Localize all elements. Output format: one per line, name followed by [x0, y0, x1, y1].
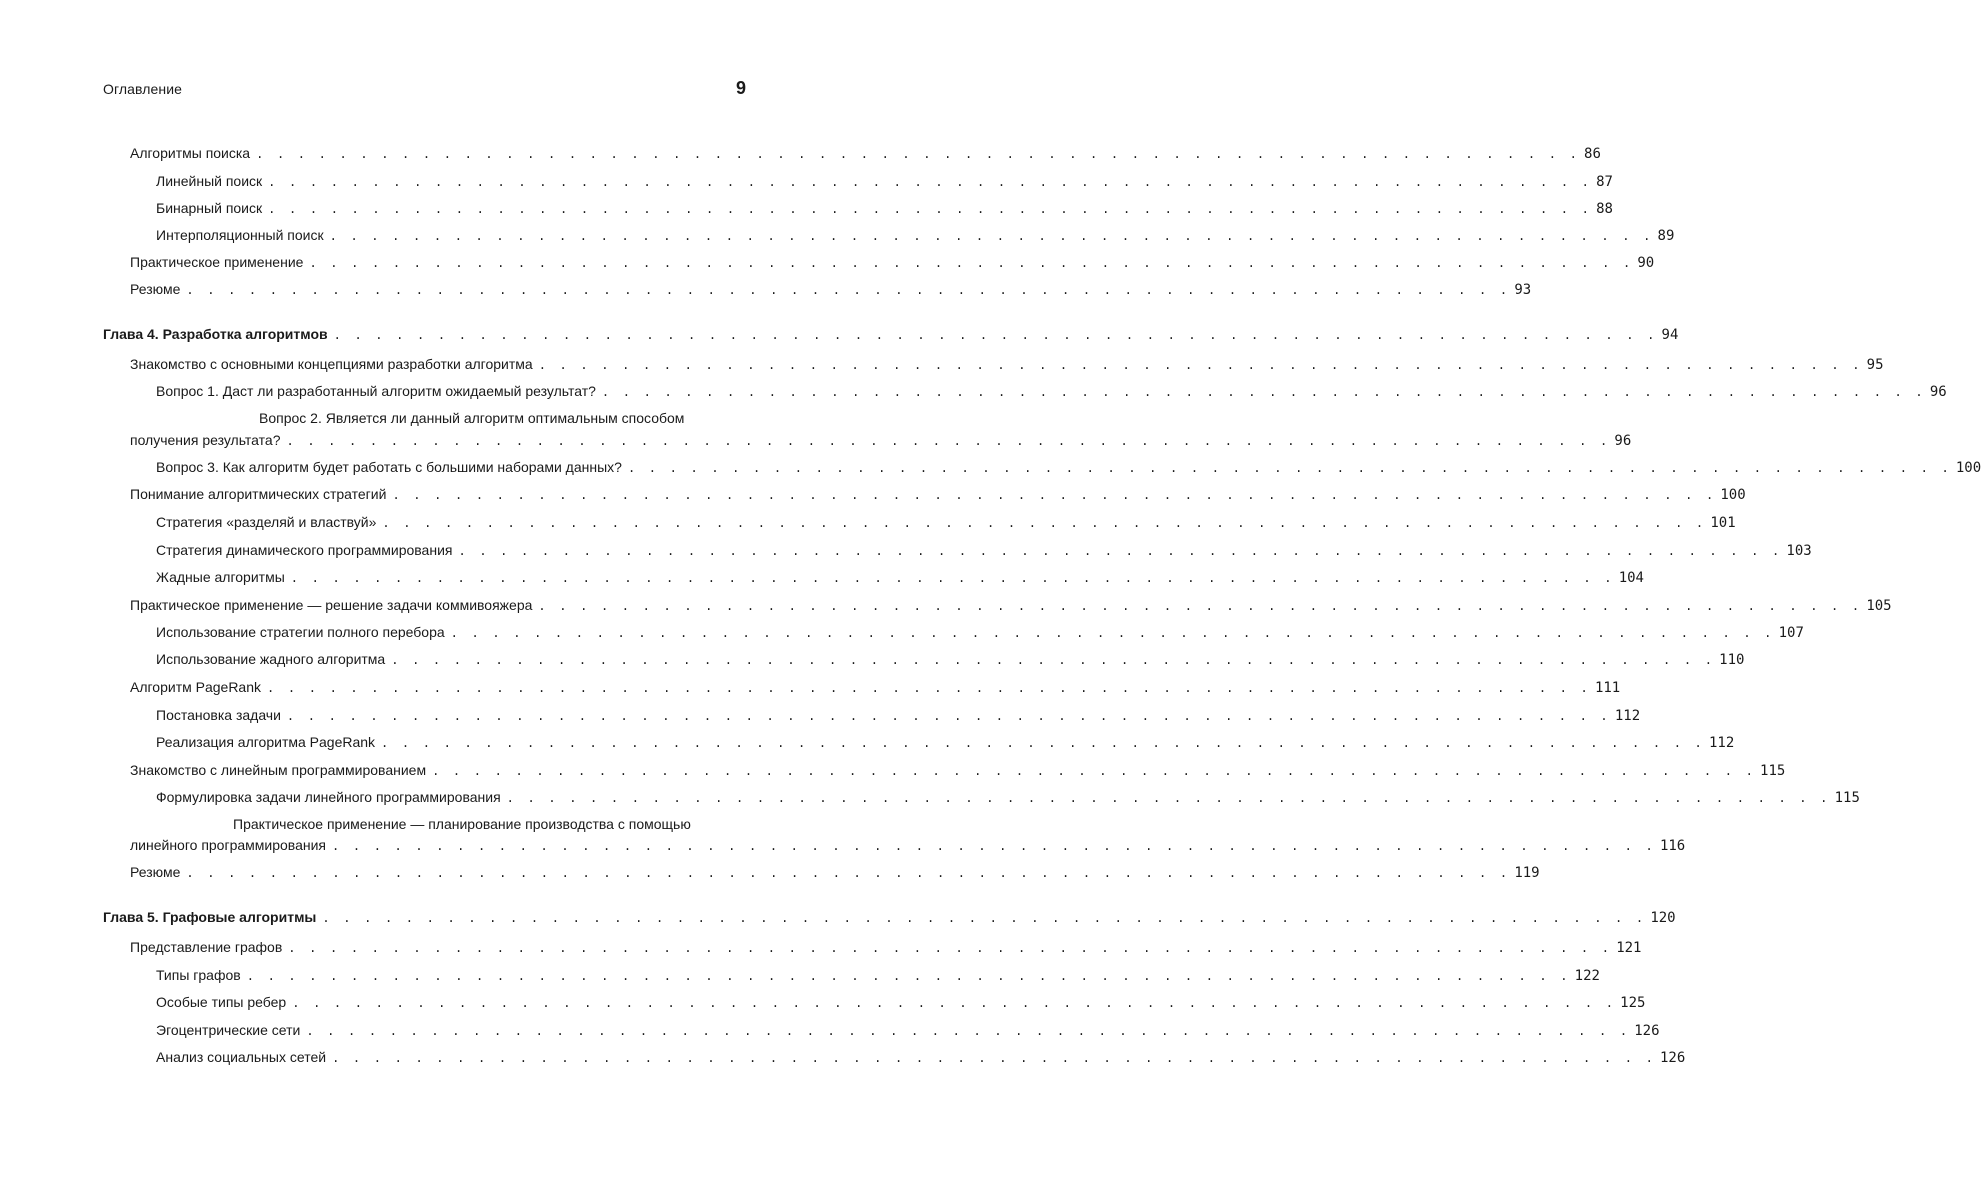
toc-entry-page: 95: [1866, 357, 1884, 373]
toc-entry[interactable]: [103, 594, 1892, 616]
toc-entry-title: Практическое применение — решение задачи коммивояжера: [130, 597, 533, 613]
toc-entry-page: 115: [1760, 763, 1786, 779]
toc-entry[interactable]: [103, 224, 1675, 246]
toc-entry-page: 89: [1657, 228, 1675, 244]
toc-leader-dots: . . . . . . . . . . . . . . . . . . . . . . . . . . . . . . . . . . . . . . . . . . . . . . . . . . . . . . . . . . . . . . . .: [288, 941, 1613, 955]
toc-leader-dots: . . . . . . . . . . . . . . . . . . . . . . . . . . . . . . . . . . . . . . . . . . . . . . . . . . . . . . . . . . . . . . . .: [381, 736, 1705, 750]
toc-entry-title: Эгоцентрические сети: [156, 1022, 301, 1038]
toc-entry-title-first-line[interactable]: Вопрос 2. Является ли данный алгоритм оптимальным способом: [259, 410, 685, 426]
toc-entry[interactable]: [103, 861, 1540, 883]
toc-entry-page: 121: [1616, 940, 1642, 956]
toc-entry-page: 119: [1514, 865, 1540, 881]
toc-leader-dots: . . . . . . . . . . . . . . . . . . . . . . . . . . . . . . . . . . . . . . . . . . . . . . . . . . . . . . . . . . . . . . . .: [267, 681, 1591, 695]
toc-entry-title: Реализация алгоритма PageRank: [156, 734, 376, 750]
toc-chapter-entry[interactable]: [103, 906, 1676, 928]
toc-entry-page: 101: [1710, 515, 1736, 531]
toc-entry-title: Вопрос 1. Даст ли разработанный алгоритм ожидаемый результат?: [156, 383, 596, 399]
toc-entry-title: получения результата?: [130, 432, 281, 448]
toc-entry-title: Представление графов: [130, 939, 283, 955]
toc-entry[interactable]: [103, 278, 1532, 300]
toc-leader-dots: . . . . . . . . . . . . . . . . . . . . . . . . . . . . . . . . . . . . . . . . . . . . . . . . . . . . . . . . . . . . . . . .: [306, 1024, 1631, 1038]
toc-entry[interactable]: [103, 759, 1786, 781]
toc-entry-page: 115: [1834, 790, 1860, 806]
toc-entry-page: 93: [1514, 282, 1532, 298]
toc-leader-dots: . . . . . . . . . . . . . . . . . . . . . . . . . . . . . . . . . . . . . . . . . . . . . . . . . . . . . . . . . . . . . . . .: [186, 283, 1511, 297]
toc-entry-title: Интерполяционный поиск: [156, 227, 324, 243]
toc-entry[interactable]: [103, 621, 1804, 643]
toc-entry-title: Практическое применение: [130, 254, 304, 270]
toc-chapter-title: Глава 5. Графовые алгоритмы: [103, 909, 317, 925]
toc-entry-page: 111: [1594, 680, 1621, 696]
toc-entry-page: 87: [1596, 174, 1613, 190]
toc-entry-title: Типы графов: [156, 967, 241, 983]
toc-leader-dots: . . . . . . . . . . . . . . . . . . . . . . . . . . . . . . . . . . . . . . . . . . . . . . . . . . . . . . . . . . . . . . . .: [450, 626, 1775, 640]
toc-entry-title: Стратегия «разделяй и властвуй»: [156, 514, 377, 530]
toc-entry[interactable]: [103, 731, 1735, 753]
toc-leader-dots: . . . . . . . . . . . . . . . . . . . . . . . . . . . . . . . . . . . . . . . . . . . . . . . . . . . . . . . . . . . . . . . .: [329, 229, 1654, 243]
toc-entry-title: Понимание алгоритмических стратегий: [130, 486, 387, 502]
toc-entry[interactable]: [103, 676, 1621, 698]
toc-leader-dots: . . . . . . . . . . . . . . . . . . . . . . . . . . . . . . . . . . . . . . . . . . . . . . . . . . . . . . . . . . . . . . . .: [506, 791, 1831, 805]
toc-entry-title: Постановка задачи: [156, 707, 281, 723]
toc-leader-dots: . . . . . . . . . . . . . . . . . . . . . . . . . . . . . . . . . . . . . . . . . . . . . . . . . . . . . . . . . . . . . . . .: [538, 358, 1863, 372]
toc-entry-page: 122: [1574, 968, 1600, 984]
toc-entry-title: Стратегия динамического программирования: [156, 542, 453, 558]
toc-entry-title: Использование жадного алгоритма: [156, 651, 386, 667]
toc-entry-page: 110: [1719, 652, 1745, 668]
toc-chapter-entry[interactable]: [103, 323, 1679, 345]
toc-leader-dots: . . . . . . . . . . . . . . . . . . . . . . . . . . . . . . . . . . . . . . . . . . . . . . . . . . . . . . . . . . . . . . . .: [382, 516, 1707, 530]
toc-entry-page: 126: [1660, 1050, 1686, 1066]
toc-entry[interactable]: [103, 936, 1642, 958]
toc-entry-title: Использование стратегии полного перебора: [156, 624, 445, 640]
toc-entry-page: 100: [1720, 487, 1746, 503]
toc-leader-dots: . . . . . . . . . . . . . . . . . . . . . . . . . . . . . . . . . . . . . . . . . . . . . . . . . . . . . . . . . . . . . . . .: [186, 866, 1511, 880]
toc-entry[interactable]: [103, 511, 1736, 533]
toc-entry-page: 125: [1620, 995, 1646, 1011]
toc-leader-dots: . . . . . . . . . . . . . . . . . . . . . . . . . . . . . . . . . . . . . . . . . . . . . . . . . . . . . . . . . . . . . . . .: [538, 599, 1863, 613]
toc-entry[interactable]: [103, 1019, 1660, 1041]
toc-entry-title: Резюме: [130, 864, 181, 880]
toc-entry-page: 100: [1955, 460, 1981, 476]
toc-entry-page: 112: [1708, 735, 1735, 751]
toc-leader-dots: . . . . . . . . . . . . . . . . . . . . . . . . . . . . . . . . . . . . . . . . . . . . . . . . . . . . . . . . . . . . . . . .: [332, 1051, 1656, 1065]
toc-leader-dots: . . . . . . . . . . . . . . . . . . . . . . . . . . . . . . . . . . . . . . . . . . . . . . . . . . . . . . . . . . . . . . . .: [286, 434, 1611, 448]
toc-entry-title: Формулировка задачи линейного программирования: [156, 789, 501, 805]
toc-entry[interactable]: [103, 456, 1981, 478]
toc-leader-dots: . . . . . . . . . . . . . . . . . . . . . . . . . . . . . . . . . . . . . . . . . . . . . . . . . . . . . . . . . . . . . . . .: [458, 544, 1783, 558]
toc-entry-page: 105: [1866, 598, 1892, 614]
toc-entry-title: Вопрос 3. Как алгоритм будет работать с большими наборами данных?: [156, 459, 622, 475]
toc-entry[interactable]: [103, 380, 1947, 402]
toc-entry[interactable]: [103, 964, 1600, 986]
toc-entry-title: Резюме: [130, 281, 181, 297]
toc-entry[interactable]: [103, 142, 1601, 164]
toc-entry[interactable]: [103, 170, 1613, 192]
toc-entry-title: Особые типы ребер: [156, 994, 287, 1010]
toc-leader-dots: . . . . . . . . . . . . . . . . . . . . . . . . . . . . . . . . . . . . . . . . . . . . . . . . . . . . . . . . . . . . . . . .: [290, 571, 1615, 585]
toc-entry[interactable]: [103, 353, 1884, 375]
running-header-title: Оглавление: [103, 81, 183, 97]
toc-leader-dots: . . . . . . . . . . . . . . . . . . . . . . . . . . . . . . . . . . . . . . . . . . . . . . . . . . . . . . . . . . . . . . . .: [333, 328, 1658, 342]
toc-leader-dots: . . . . . . . . . . . . . . . . . . . . . . . . . . . . . . . . . . . . . . . . . . . . . . . . . . . . . . . . . . . . . . . .: [432, 764, 1757, 778]
toc-leader-dots: . . . . . . . . . . . . . . . . . . . . . . . . . . . . . . . . . . . . . . . . . . . . . . . . . . . . . . . . . . . . . . . .: [391, 653, 1716, 667]
toc-leader-dots: . . . . . . . . . . . . . . . . . . . . . . . . . . . . . . . . . . . . . . . . . . . . . . . . . . . . . . . . . . . . . . . .: [268, 175, 1593, 189]
toc-leader-dots: . . . . . . . . . . . . . . . . . . . . . . . . . . . . . . . . . . . . . . . . . . . . . . . . . . . . . . . . . . . . . . . .: [322, 911, 1647, 925]
toc-entry-page: 120: [1650, 910, 1676, 926]
toc-entry-title: Алгоритм PageRank: [130, 679, 262, 695]
toc-entry[interactable]: [103, 539, 1812, 561]
toc-entry-title: Знакомство с линейным программированием: [130, 762, 427, 778]
toc-entry-title: линейного программирования: [130, 837, 326, 853]
toc-leader-dots: . . . . . . . . . . . . . . . . . . . . . . . . . . . . . . . . . . . . . . . . . . . . . . . . . . . . . . . . . . . . . . . .: [627, 461, 1952, 475]
toc-entry[interactable]: [103, 483, 1746, 505]
toc-leader-dots: . . . . . . . . . . . . . . . . . . . . . . . . . . . . . . . . . . . . . . . . . . . . . . . . . . . . . . . . . . . . . . . .: [286, 709, 1611, 723]
toc-entry[interactable]: [103, 991, 1646, 1013]
toc-entry-title: Знакомство с основными концепциями разработки алгоритма: [130, 356, 533, 372]
toc-leader-dots: . . . . . . . . . . . . . . . . . . . . . . . . . . . . . . . . . . . . . . . . . . . . . . . . . . . . . . . . . . . . . . . .: [268, 202, 1593, 216]
toc-entry-page: 107: [1778, 625, 1804, 641]
toc-leader-dots: . . . . . . . . . . . . . . . . . . . . . . . . . . . . . . . . . . . . . . . . . . . . . . . . . . . . . . . . . . . . . . . .: [332, 839, 1656, 853]
toc-entry-page: 96: [1929, 384, 1947, 400]
toc-leader-dots: . . . . . . . . . . . . . . . . . . . . . . . . . . . . . . . . . . . . . . . . . . . . . . . . . . . . . . . . . . . . . . . .: [601, 385, 1926, 399]
toc-entry-title: Бинарный поиск: [156, 200, 263, 216]
toc-entry[interactable]: [103, 197, 1613, 219]
toc-leader-dots: . . . . . . . . . . . . . . . . . . . . . . . . . . . . . . . . . . . . . . . . . . . . . . . . . . . . . . . . . . . . . . . .: [309, 256, 1634, 270]
toc-entry[interactable]: [103, 648, 1745, 670]
toc-entry[interactable]: [103, 566, 1644, 588]
toc-entry-page: 104: [1618, 570, 1644, 586]
toc-leader-dots: . . . . . . . . . . . . . . . . . . . . . . . . . . . . . . . . . . . . . . . . . . . . . . . . . . . . . . . . . . . . . . . .: [392, 488, 1717, 502]
toc-chapter-title: Глава 4. Разработка алгоритмов: [103, 326, 328, 342]
toc-entry-page: 112: [1614, 708, 1641, 724]
page-number: 9: [735, 78, 746, 98]
toc-entry[interactable]: [103, 786, 1860, 808]
toc-entry-page: 94: [1661, 327, 1679, 343]
toc-entry-page: 86: [1584, 146, 1601, 162]
toc-entry-page: 88: [1596, 201, 1613, 217]
toc-entry-page: 90: [1637, 255, 1655, 271]
toc-leader-dots: . . . . . . . . . . . . . . . . . . . . . . . . . . . . . . . . . . . . . . . . . . . . . . . . . . . . . . . . . . . . . . . .: [256, 147, 1581, 161]
toc-entry[interactable]: [103, 429, 1632, 451]
toc-entry-title: Линейный поиск: [156, 173, 263, 189]
toc-entry-page: 126: [1634, 1023, 1660, 1039]
toc-entry-page: 116: [1659, 838, 1686, 854]
toc-entry-title: Жадные алгоритмы: [156, 569, 285, 585]
toc-leader-dots: . . . . . . . . . . . . . . . . . . . . . . . . . . . . . . . . . . . . . . . . . . . . . . . . . . . . . . . . . . . . . . . .: [246, 969, 1571, 983]
page-header: [103, 78, 746, 100]
toc-entry[interactable]: [103, 251, 1655, 273]
toc-entry[interactable]: [103, 834, 1686, 856]
toc-entry-page: 96: [1614, 433, 1632, 449]
toc-leader-dots: . . . . . . . . . . . . . . . . . . . . . . . . . . . . . . . . . . . . . . . . . . . . . . . . . . . . . . . . . . . . . . . .: [292, 996, 1617, 1010]
toc-entry[interactable]: [103, 704, 1641, 726]
toc-entry-page: 103: [1786, 543, 1812, 559]
toc-entry[interactable]: [103, 1046, 1686, 1068]
toc-entry-title: Анализ социальных сетей: [156, 1049, 327, 1065]
toc-entry-title-first-line[interactable]: Практическое применение — планирование производства с помощью: [233, 816, 691, 832]
toc-entry-title: Алгоритмы поиска: [130, 145, 251, 161]
